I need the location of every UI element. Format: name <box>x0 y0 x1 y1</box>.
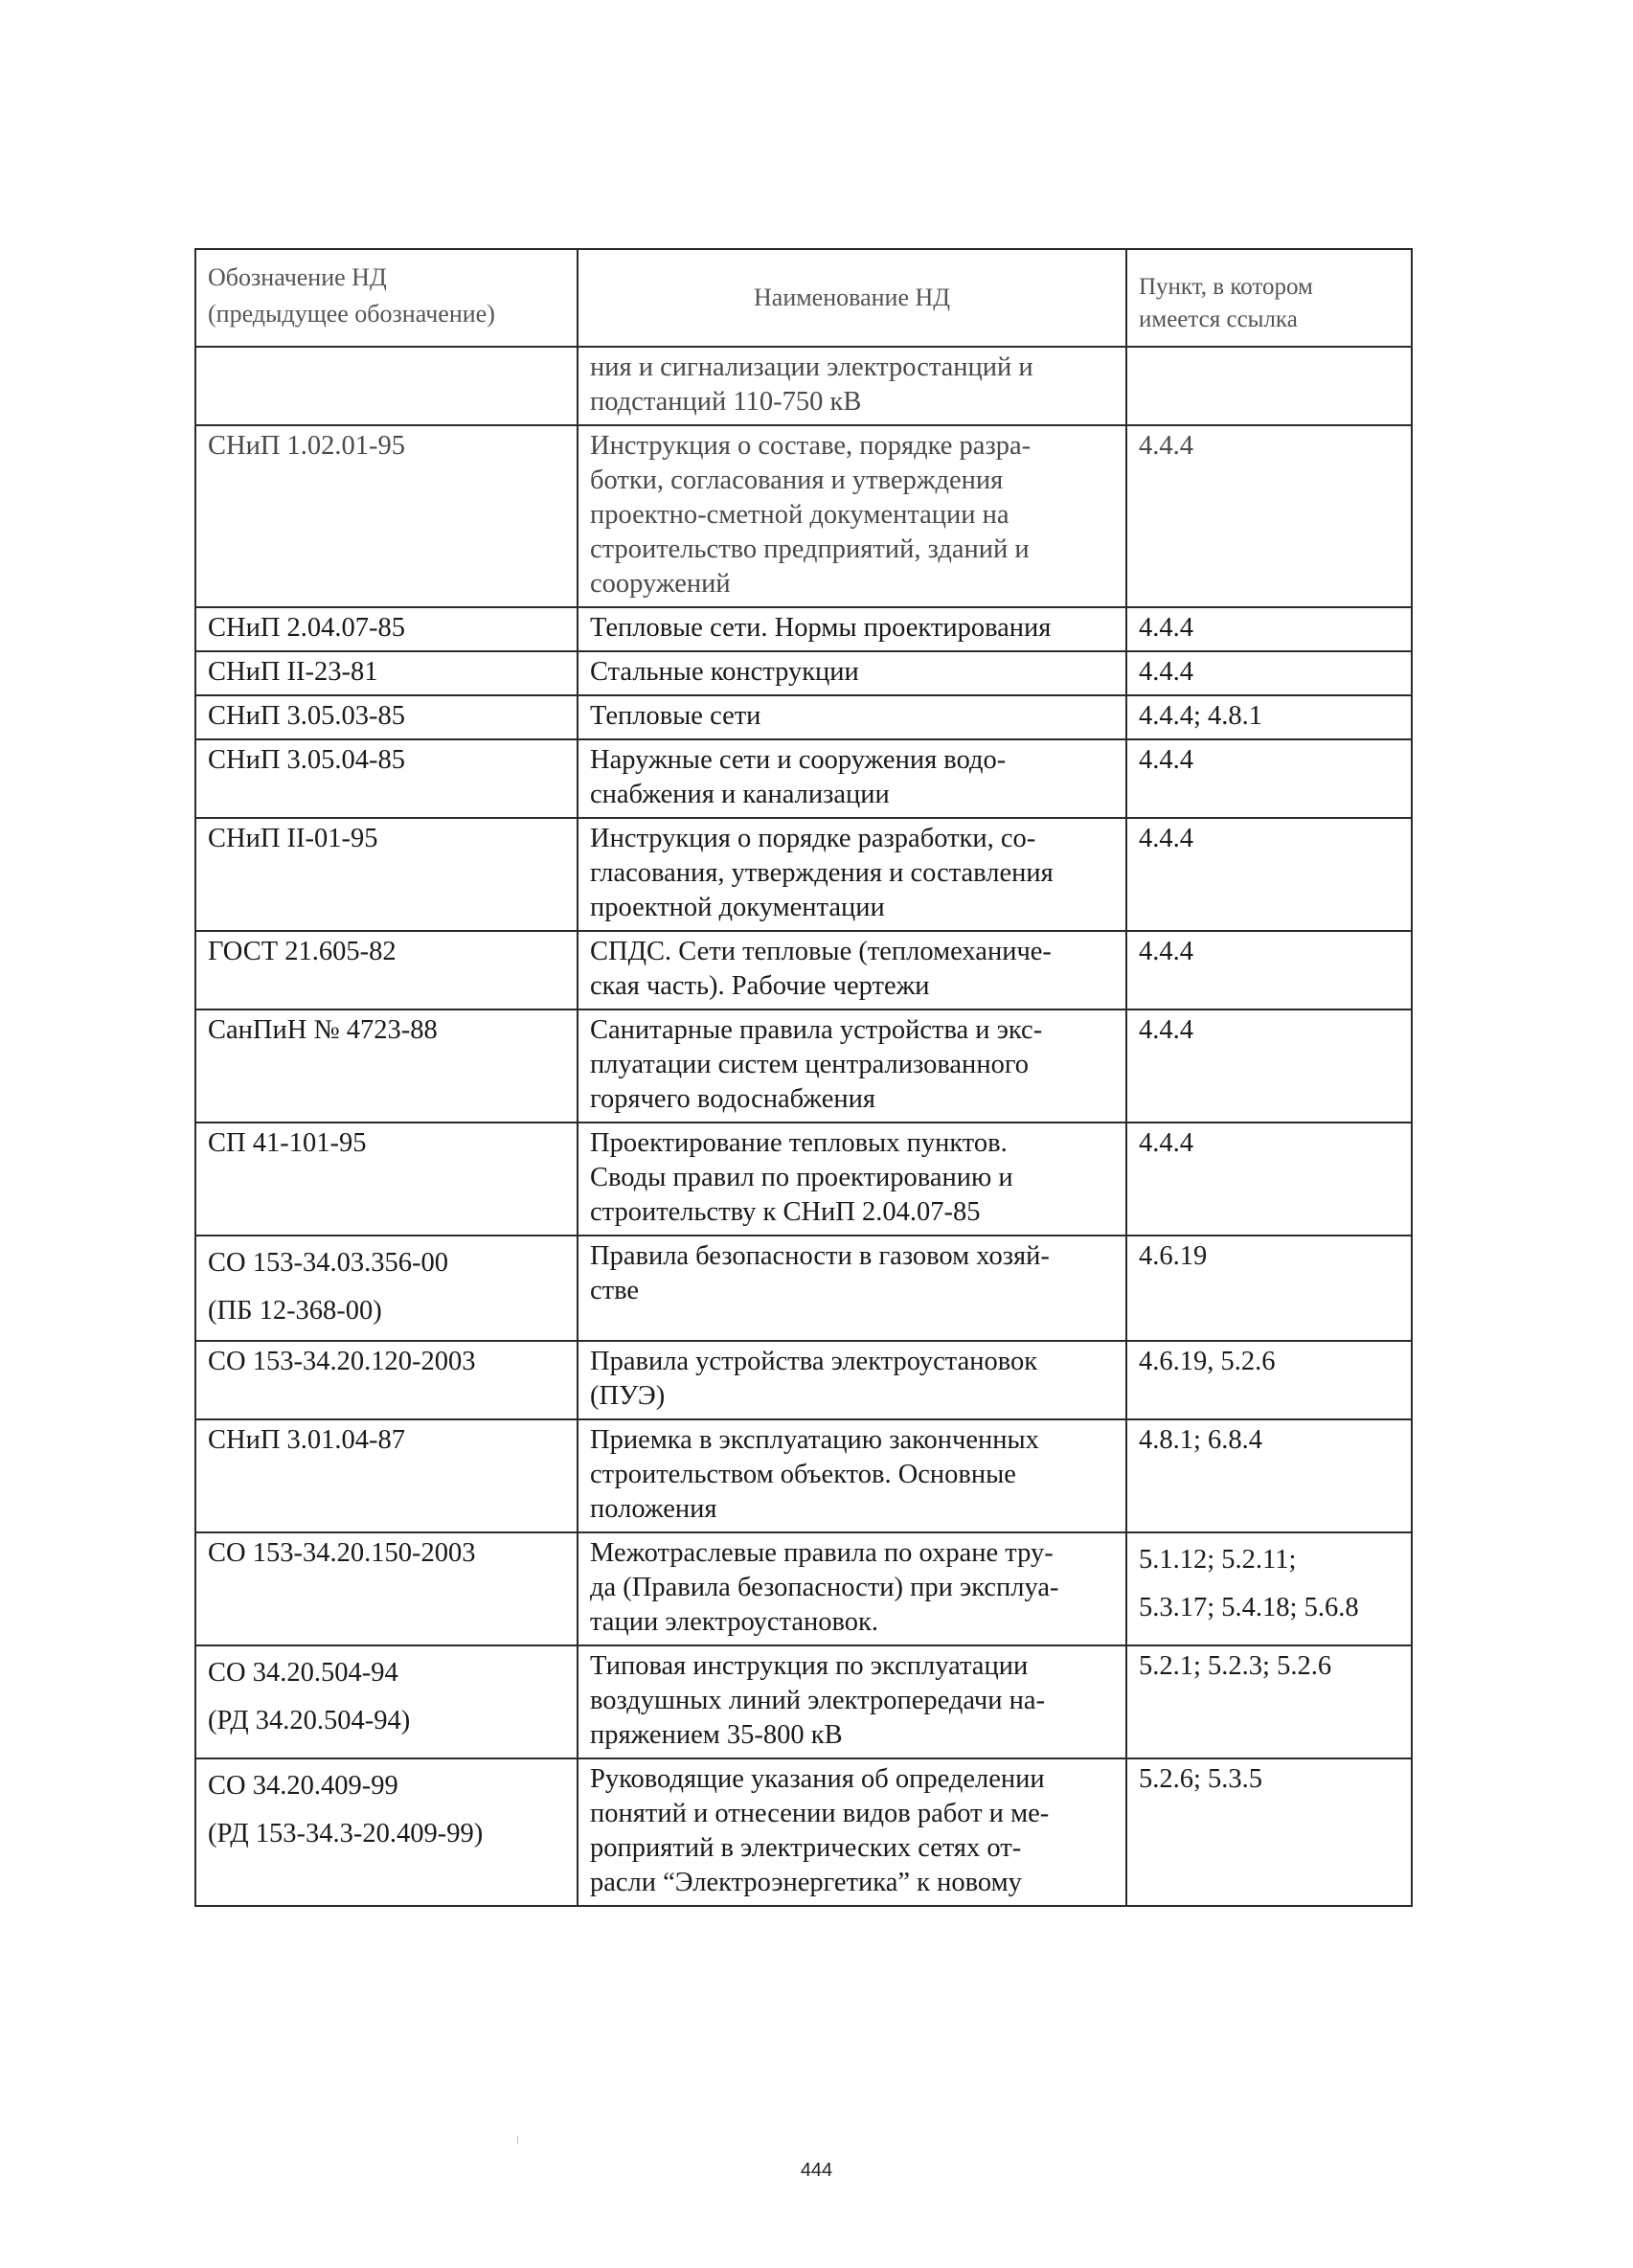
cell-name-line: плуатации систем централизованного <box>590 1050 1030 1079</box>
cell-designation-line: СО 34.20.504-94 <box>208 1658 398 1688</box>
cell-name-line: Тепловые сети <box>590 701 761 731</box>
table-header-row <box>195 249 1412 347</box>
table-row <box>195 651 1412 695</box>
cell-name-line: (ПУЭ) <box>590 1381 666 1411</box>
table-row <box>195 347 1412 425</box>
cell-designation-line: СНиП II-01-95 <box>208 824 378 853</box>
cell-name <box>578 1758 1126 1906</box>
cell-name <box>578 1123 1126 1236</box>
cell-name <box>578 1419 1126 1532</box>
table-row <box>195 1009 1412 1123</box>
cell-name-line: проектно-сметной документации на <box>590 500 1009 530</box>
table-row <box>195 739 1412 818</box>
cell-designation-line: СНиП 2.04.07-85 <box>208 613 406 643</box>
cell-reference-line: 4.6.19, 5.2.6 <box>1139 1347 1276 1376</box>
cell-name-line: строительством объектов. Основные <box>590 1460 1016 1489</box>
cell-name-line: подстанций 110-750 кВ <box>590 387 862 417</box>
cell-reference <box>1126 607 1412 651</box>
cell-designation-line: СО 153-34.03.356-00 <box>208 1248 448 1278</box>
cell-designation-line: СО 153-34.20.150-2003 <box>208 1538 476 1568</box>
cell-name <box>578 1532 1126 1645</box>
cell-reference <box>1126 425 1412 607</box>
cell-designation <box>195 1419 578 1532</box>
cell-designation-line: СНиП 3.05.04-85 <box>208 745 406 775</box>
cell-designation-line: ГОСТ 21.605-82 <box>208 937 397 966</box>
cell-reference-line: 5.3.17; 5.4.18; 5.6.8 <box>1139 1593 1359 1622</box>
table-row <box>195 607 1412 651</box>
cell-name-line: Инструкция о составе, порядке разра- <box>590 431 1032 461</box>
cell-name <box>578 931 1126 1009</box>
cell-reference <box>1126 1123 1412 1236</box>
cell-name-line: расли “Электроэнергетика” к новому <box>590 1868 1022 1897</box>
cell-reference-line: 4.8.1; 6.8.4 <box>1139 1425 1263 1455</box>
cell-designation-line: СО 34.20.409-99 <box>208 1771 398 1801</box>
cell-name-line: Стальные конструкции <box>590 657 859 687</box>
header-name: Наименование НД <box>578 249 1126 347</box>
cell-name-line: воздушных линий электропередачи на- <box>590 1686 1045 1715</box>
cell-designation-line: (ПБ 12-368-00) <box>208 1296 382 1326</box>
cell-name-line: проектной документации <box>590 893 885 922</box>
cell-name-line: СПДС. Сети тепловые (тепломеханиче- <box>590 937 1052 966</box>
cell-name <box>578 818 1126 931</box>
cell-reference-line: 4.6.19 <box>1139 1241 1208 1271</box>
cell-name <box>578 1009 1126 1123</box>
cell-name <box>578 651 1126 695</box>
cell-reference <box>1126 1341 1412 1419</box>
table-row <box>195 695 1412 739</box>
table-row <box>195 1645 1412 1758</box>
cell-designation <box>195 651 578 695</box>
page-number: 444 <box>800 2160 833 2181</box>
cell-designation-line: СанПиН № 4723-88 <box>208 1015 438 1045</box>
cell-name <box>578 1645 1126 1758</box>
cell-designation <box>195 607 578 651</box>
cell-reference-line: 5.2.6; 5.3.5 <box>1139 1764 1263 1794</box>
header-reference <box>1126 249 1412 347</box>
cell-reference <box>1126 651 1412 695</box>
cell-name-line: тации электроустановок. <box>590 1607 878 1637</box>
cell-name-line: Тепловые сети. Нормы проектирования <box>590 613 1052 643</box>
cell-name-line: понятий и отнесении видов работ и ме- <box>590 1799 1050 1828</box>
scan-mark <box>517 2136 518 2143</box>
table-row <box>195 425 1412 607</box>
cell-name-line: стве <box>590 1276 640 1305</box>
cell-designation <box>195 1758 578 1906</box>
cell-name-line: да (Правила безопасности) при эксплуа- <box>590 1573 1059 1602</box>
cell-reference <box>1126 1532 1412 1645</box>
cell-reference <box>1126 1645 1412 1758</box>
cell-designation <box>195 1009 578 1123</box>
cell-name <box>578 347 1126 425</box>
cell-reference-line: 5.2.1; 5.2.3; 5.2.6 <box>1139 1651 1332 1681</box>
cell-name <box>578 607 1126 651</box>
cell-reference-line: 4.4.4 <box>1139 1015 1193 1045</box>
cell-name <box>578 739 1126 818</box>
cell-name-line: сооружений <box>590 569 731 599</box>
cell-name-line: Правила безопасности в газовом хозяй- <box>590 1241 1050 1271</box>
cell-name-line: Санитарные правила устройства и экс- <box>590 1015 1043 1045</box>
cell-name-line: Наружные сети и сооружения водо- <box>590 745 1007 775</box>
table-row <box>195 1758 1412 1906</box>
cell-name <box>578 695 1126 739</box>
cell-designation <box>195 931 578 1009</box>
cell-name-line: Руководящие указания об определении <box>590 1764 1045 1794</box>
cell-designation <box>195 695 578 739</box>
cell-reference-line: 4.4.4 <box>1139 824 1193 853</box>
cell-designation-line: СО 153-34.20.120-2003 <box>208 1347 476 1376</box>
cell-name <box>578 1236 1126 1341</box>
cell-reference-line: 4.4.4 <box>1139 657 1193 687</box>
cell-name-line: ния и сигнализации электростанций и <box>590 352 1033 382</box>
cell-name-line: Своды правил по проектированию и <box>590 1163 1013 1192</box>
cell-designation-line: (РД 153-34.3-20.409-99) <box>208 1819 484 1848</box>
table-row <box>195 1236 1412 1341</box>
header-designation-line: (предыдущее обозначение) <box>208 300 495 328</box>
cell-reference <box>1126 931 1412 1009</box>
table-row <box>195 931 1412 1009</box>
cell-name <box>578 425 1126 607</box>
cell-designation <box>195 1645 578 1758</box>
cell-reference-line: 4.4.4; 4.8.1 <box>1139 701 1263 731</box>
cell-name-line: строительству к СНиП 2.04.07-85 <box>590 1197 981 1227</box>
cell-reference <box>1126 347 1412 425</box>
table-row <box>195 818 1412 931</box>
table-body <box>195 347 1412 1906</box>
cell-name-line: роприятий в электрических сетях от- <box>590 1833 1022 1863</box>
cell-name-line: строительство предприятий, зданий и <box>590 534 1030 564</box>
table-row <box>195 1341 1412 1419</box>
cell-name-line: ская часть). Рабочие чертежи <box>590 971 930 1001</box>
cell-reference-line: 4.4.4 <box>1139 431 1193 461</box>
cell-designation-line: (РД 34.20.504-94) <box>208 1706 411 1735</box>
cell-reference-line: 4.4.4 <box>1139 613 1193 643</box>
header-designation <box>195 249 578 347</box>
cell-reference-line: 5.1.12; 5.2.11; <box>1139 1545 1297 1575</box>
cell-reference <box>1126 695 1412 739</box>
cell-name-line: Инструкция о порядке разработки, со- <box>590 824 1036 853</box>
cell-designation-line: СНиП II-23-81 <box>208 657 378 687</box>
cell-name-line: Правила устройства электроустановок <box>590 1347 1038 1376</box>
header-reference-line: имеется ссылка <box>1139 306 1298 332</box>
header-designation-line: Обозначение НД <box>208 263 387 291</box>
cell-name-line: пряжением 35-800 кВ <box>590 1720 843 1750</box>
cell-reference <box>1126 739 1412 818</box>
cell-reference-line: 4.4.4 <box>1139 1128 1193 1158</box>
cell-designation-line: СП 41-101-95 <box>208 1128 367 1158</box>
cell-name-line: Межотраслевые правила по охране тру- <box>590 1538 1054 1568</box>
cell-reference <box>1126 1758 1412 1906</box>
cell-reference-line: 4.4.4 <box>1139 745 1193 775</box>
table-row <box>195 1419 1412 1532</box>
cell-designation <box>195 1236 578 1341</box>
table-row <box>195 1123 1412 1236</box>
cell-designation <box>195 818 578 931</box>
header-reference-line: Пункт, в котором <box>1139 274 1313 300</box>
cell-designation <box>195 1341 578 1419</box>
cell-designation-line: СНиП 3.01.04-87 <box>208 1425 406 1455</box>
cell-designation <box>195 1532 578 1645</box>
table-row <box>195 1532 1412 1645</box>
cell-name-line: положения <box>590 1494 717 1524</box>
cell-name <box>578 1341 1126 1419</box>
cell-name-line: снабжения и канализации <box>590 780 890 809</box>
cell-name-line: Проектирование тепловых пунктов. <box>590 1128 1008 1158</box>
cell-reference <box>1126 818 1412 931</box>
cell-designation <box>195 739 578 818</box>
cell-designation-line: СНиП 3.05.03-85 <box>208 701 406 731</box>
cell-designation <box>195 1123 578 1236</box>
cell-reference-line: 4.4.4 <box>1139 937 1193 966</box>
references-table <box>194 248 1413 1907</box>
cell-name-line: Приемка в эксплуатацию законченных <box>590 1425 1039 1455</box>
cell-name-line: ботки, согласования и утверждения <box>590 465 1004 495</box>
cell-reference <box>1126 1419 1412 1532</box>
cell-name-line: Типовая инструкция по эксплуатации <box>590 1651 1029 1681</box>
cell-designation <box>195 425 578 607</box>
cell-reference <box>1126 1236 1412 1341</box>
cell-designation-line: СНиП 1.02.01-95 <box>208 431 406 461</box>
cell-name-line: гласования, утверждения и составления <box>590 858 1054 888</box>
cell-reference <box>1126 1009 1412 1123</box>
cell-name-line: горячего водоснабжения <box>590 1084 875 1114</box>
cell-designation <box>195 347 578 425</box>
